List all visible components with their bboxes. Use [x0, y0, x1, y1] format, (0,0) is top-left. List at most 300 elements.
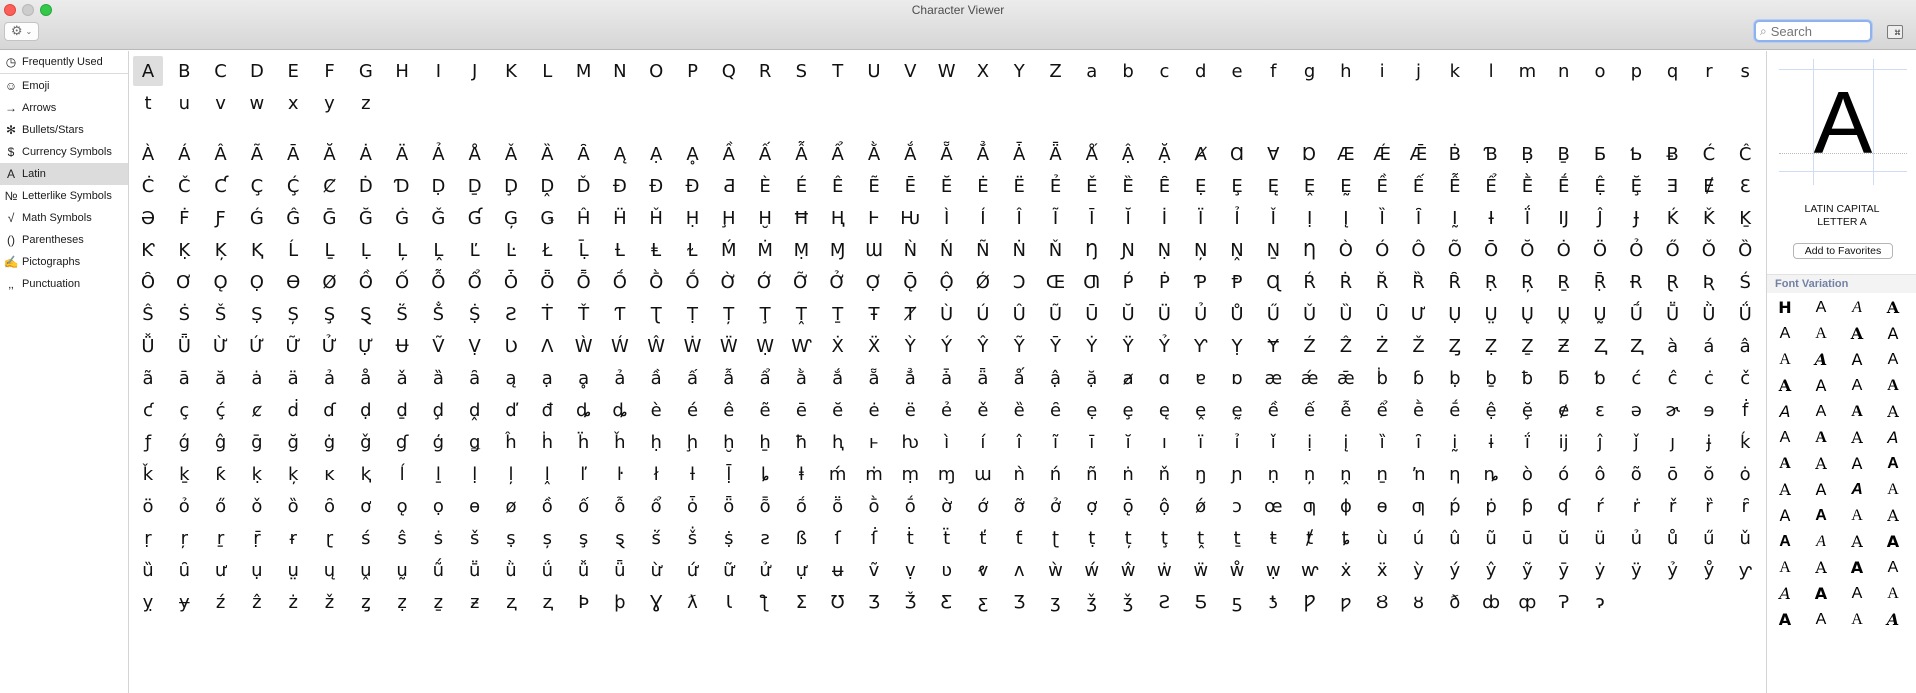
character-cell[interactable]: Ḟ	[179, 207, 190, 229]
character-cell[interactable]: Ṹ	[1629, 303, 1643, 325]
character-cell[interactable]: ȳ	[1558, 559, 1570, 581]
font-variation-cell[interactable]: A	[1816, 533, 1826, 550]
character-cell[interactable]: ö	[142, 495, 154, 517]
character-cell[interactable]: ṃ	[901, 463, 920, 485]
font-variation-cell[interactable]: A	[1779, 351, 1791, 368]
character-cell[interactable]: ẫ	[723, 367, 735, 389]
character-cell[interactable]: Ẉ	[756, 335, 774, 357]
character-cell[interactable]: ⱥ	[1122, 367, 1134, 389]
character-cell[interactable]: Ḳ	[178, 239, 191, 261]
character-cell[interactable]: Ų	[1520, 303, 1534, 325]
font-variation-cell[interactable]: A	[1779, 480, 1791, 499]
character-cell[interactable]: Ǖ	[177, 335, 191, 357]
character-cell[interactable]: Ǧ	[431, 207, 446, 229]
character-cell[interactable]: ƅ	[1594, 367, 1606, 389]
character-cell[interactable]: ȇ	[1049, 399, 1062, 421]
character-cell[interactable]: Ʒ	[868, 591, 880, 613]
character-cell[interactable]: ẋ	[1340, 559, 1352, 581]
font-variation-cell[interactable]: A	[1815, 480, 1827, 499]
character-cell[interactable]: ž	[324, 591, 335, 613]
character-cell[interactable]: Ľ	[469, 239, 480, 261]
character-cell[interactable]: ƃ	[1557, 367, 1570, 389]
character-cell[interactable]: r	[1705, 60, 1713, 82]
character-cell[interactable]: ƀ	[1521, 367, 1534, 389]
character-cell[interactable]: Ƴ	[1193, 335, 1208, 357]
character-cell[interactable]: ḧ	[577, 431, 590, 453]
search-field[interactable]	[1754, 20, 1872, 42]
character-cell[interactable]: Ǘ	[1738, 303, 1752, 325]
character-cell[interactable]: ⱴ	[977, 559, 989, 581]
character-cell[interactable]: ç	[179, 399, 190, 421]
character-cell[interactable]: Ấ	[758, 143, 772, 165]
character-cell[interactable]: Ã	[250, 143, 264, 165]
character-cell[interactable]: ǖ	[614, 559, 626, 581]
character-cell[interactable]: ặ	[1086, 367, 1098, 389]
character-cell[interactable]: Ữ	[285, 335, 301, 357]
character-cell[interactable]: ṿ	[904, 559, 916, 581]
character-cell[interactable]: ŗ	[180, 527, 188, 549]
character-cell[interactable]: l	[1488, 60, 1494, 82]
character-cell[interactable]: ə	[1630, 399, 1642, 421]
character-cell[interactable]: ȼ	[251, 399, 262, 421]
character-cell[interactable]: ǧ	[360, 431, 372, 453]
character-cell[interactable]: o	[1594, 60, 1606, 82]
character-cell[interactable]: ǒ	[251, 495, 263, 517]
character-cell[interactable]: Ḓ	[540, 175, 555, 197]
character-cell[interactable]: ṇ	[1267, 463, 1279, 485]
character-cell[interactable]: ñ	[1086, 463, 1098, 485]
font-variation-cell[interactable]: A	[1779, 325, 1791, 342]
character-cell[interactable]: í	[980, 431, 986, 453]
character-cell[interactable]: ƛ	[687, 591, 698, 613]
character-cell[interactable]: Ȭ	[576, 271, 591, 293]
font-variation-cell[interactable]: A	[1887, 559, 1899, 576]
character-cell[interactable]: Ⱥ	[1194, 143, 1207, 165]
character-cell[interactable]: Ŝ	[142, 303, 154, 325]
character-cell[interactable]: Ʀ	[1702, 271, 1716, 293]
character-cell[interactable]: ĳ	[1558, 431, 1569, 453]
character-cell[interactable]: q	[1666, 60, 1679, 82]
character-cell[interactable]: K	[505, 60, 517, 82]
character-cell[interactable]: ɵ	[469, 495, 481, 517]
character-cell[interactable]: ň	[1158, 463, 1171, 485]
character-cell[interactable]: Ỹ	[1013, 335, 1025, 357]
font-variation-cell[interactable]: A	[1779, 402, 1791, 421]
character-cell[interactable]: Ƙ	[141, 239, 155, 261]
character-cell[interactable]: ĩ	[1052, 431, 1058, 453]
character-cell[interactable]: Ʃ	[795, 591, 808, 613]
character-cell[interactable]: Ɯ	[865, 239, 883, 261]
character-cell[interactable]: Û	[1012, 303, 1026, 325]
character-cell[interactable]: ƙ	[215, 463, 226, 485]
character-cell[interactable]: Ệ	[1594, 175, 1606, 197]
character-cell[interactable]: ẅ	[1193, 559, 1209, 581]
character-cell[interactable]: ậ	[1049, 367, 1062, 389]
character-cell[interactable]: Ɣ	[650, 591, 663, 613]
character-cell[interactable]: Ⱦ	[904, 303, 916, 325]
character-cell[interactable]: Ḫ	[758, 207, 772, 229]
character-cell[interactable]: ɠ	[395, 431, 409, 453]
character-cell[interactable]: Ỗ	[431, 271, 446, 293]
character-cell[interactable]: ằ	[795, 367, 807, 389]
character-cell[interactable]: n	[1557, 60, 1570, 82]
font-variation-cell[interactable]: A	[1815, 299, 1827, 316]
character-cell[interactable]: ƈ	[143, 399, 153, 421]
character-cell[interactable]: ứ	[686, 559, 699, 581]
character-cell[interactable]: Ṑ	[649, 271, 664, 293]
character-cell[interactable]: Ď	[576, 175, 591, 197]
character-cell[interactable]: Ỵ	[1231, 335, 1243, 357]
character-cell[interactable]: ĭ	[1125, 431, 1131, 453]
character-cell[interactable]: ƭ	[1015, 527, 1023, 549]
character-cell[interactable]: ĺ	[399, 463, 405, 485]
character-cell[interactable]: Ǟ	[1049, 143, 1062, 165]
character-cell[interactable]: ⱨ	[831, 431, 844, 453]
character-cell[interactable]: Ẓ	[1484, 335, 1498, 357]
character-cell[interactable]: ḕ	[1412, 399, 1425, 421]
character-cell[interactable]: ȏ	[323, 495, 335, 517]
character-cell[interactable]: þ	[614, 591, 626, 613]
character-cell[interactable]: ɛ	[1595, 399, 1605, 421]
character-cell[interactable]: Ĳ	[1558, 207, 1569, 229]
character-cell[interactable]: ị	[1307, 431, 1313, 453]
character-cell[interactable]: Ɔ	[1012, 271, 1026, 293]
character-cell[interactable]: C	[214, 60, 227, 82]
character-cell[interactable]: Ṷ	[1557, 303, 1571, 325]
character-cell[interactable]: Ɫ	[687, 239, 698, 261]
character-cell[interactable]: ŕ	[1596, 495, 1604, 517]
character-cell[interactable]: ń	[1049, 463, 1062, 485]
character-cell[interactable]: Ṙ	[1339, 271, 1353, 293]
character-cell[interactable]: Ģ	[504, 207, 518, 229]
character-cell[interactable]: R	[758, 60, 772, 82]
character-cell[interactable]: Ǝ	[1666, 175, 1679, 197]
character-cell[interactable]: Ŷ	[977, 335, 989, 357]
character-cell[interactable]: Ủ	[1194, 303, 1208, 325]
character-cell[interactable]: ḃ	[1376, 367, 1388, 389]
character-cell[interactable]: Ɲ	[1121, 239, 1135, 261]
font-variation-cell[interactable]: A	[1815, 558, 1827, 577]
character-cell[interactable]: v	[215, 92, 226, 114]
character-cell[interactable]: ộ	[1158, 495, 1170, 517]
character-cell[interactable]: Ř	[1375, 271, 1389, 293]
character-cell[interactable]: Ḭ	[1452, 207, 1458, 229]
font-variation-cell[interactable]: A	[1887, 402, 1899, 421]
character-cell[interactable]: Š	[214, 303, 227, 325]
character-cell[interactable]: ß	[795, 527, 808, 549]
character-cell[interactable]: ʌ	[1013, 559, 1025, 581]
character-cell[interactable]: ṷ	[360, 559, 372, 581]
character-cell[interactable]: ȑ	[1705, 495, 1713, 517]
character-cell[interactable]: ⱬ	[506, 591, 516, 613]
character-cell[interactable]: ȹ	[1518, 591, 1537, 613]
character-cell[interactable]: ƚ	[689, 463, 695, 485]
character-cell[interactable]: Ç	[250, 175, 264, 197]
character-cell[interactable]: ȿ	[615, 527, 625, 549]
character-cell[interactable]: Ò	[1338, 239, 1353, 261]
character-cell[interactable]: Ȋ	[1415, 207, 1422, 229]
character-cell[interactable]: Ư	[1410, 303, 1427, 325]
character-cell[interactable]: ů	[1666, 527, 1679, 549]
character-cell[interactable]: Ȯ	[1556, 239, 1571, 261]
character-cell[interactable]: ɔ	[1232, 495, 1242, 517]
character-cell[interactable]: ę	[1158, 399, 1170, 421]
character-cell[interactable]: ṵ	[396, 559, 408, 581]
font-variation-cell[interactable]: A	[1779, 455, 1791, 472]
character-cell[interactable]: Ậ	[1121, 143, 1135, 165]
character-cell[interactable]: ŧ	[1269, 527, 1277, 549]
character-cell[interactable]: ḅ	[1449, 367, 1461, 389]
character-cell[interactable]: ĵ	[1597, 431, 1603, 453]
character-cell[interactable]: ḉ	[215, 399, 226, 421]
character-cell[interactable]: Ï	[1198, 207, 1204, 229]
character-cell[interactable]: Ē	[904, 175, 916, 197]
character-cell[interactable]: Ā	[287, 143, 300, 165]
character-cell[interactable]: ɑ	[1158, 367, 1171, 389]
sidebar-item-pictographs[interactable]	[0, 251, 128, 273]
character-cell[interactable]: Ḽ	[433, 239, 444, 261]
character-cell[interactable]: ĸ	[324, 463, 335, 485]
character-cell[interactable]: Ȓ	[1448, 271, 1462, 293]
character-cell[interactable]: ȋ	[1415, 431, 1421, 453]
character-cell[interactable]: Ằ	[867, 143, 881, 165]
sidebar-item-latin[interactable]	[0, 163, 128, 185]
character-cell[interactable]: ć	[1631, 367, 1642, 389]
character-cell[interactable]: ƾ	[1268, 591, 1278, 613]
character-cell[interactable]: D	[249, 60, 264, 82]
character-cell[interactable]: ã	[142, 367, 154, 389]
character-cell[interactable]: ṳ	[287, 559, 299, 581]
font-variation-cell[interactable]: A	[1851, 428, 1863, 447]
character-cell[interactable]: ǎ	[396, 367, 408, 389]
character-cell[interactable]: ǿ	[1195, 495, 1207, 517]
character-cell[interactable]: ī	[1089, 431, 1095, 453]
character-cell[interactable]: ự	[795, 559, 808, 581]
character-cell[interactable]: ŝ	[397, 527, 407, 549]
character-cell[interactable]: ċ	[1703, 367, 1714, 389]
character-cell[interactable]: ẽ	[759, 399, 771, 421]
character-cell[interactable]: Ž	[1412, 335, 1425, 357]
character-cell[interactable]: Ü	[1157, 303, 1171, 325]
character-cell[interactable]: Ô	[1411, 239, 1426, 261]
character-cell[interactable]: ǔ	[1739, 527, 1751, 549]
character-cell[interactable]: Ÿ	[1122, 335, 1134, 357]
character-cell[interactable]: ű	[1703, 527, 1715, 549]
font-variation-cell[interactable]: A	[1886, 610, 1900, 629]
font-variation-cell[interactable]: A	[1815, 403, 1827, 420]
character-cell[interactable]: Ǥ	[540, 207, 555, 229]
character-cell[interactable]: Ẻ	[1049, 175, 1062, 197]
character-cell[interactable]: ȷ	[1670, 431, 1676, 453]
character-cell[interactable]: Č	[178, 175, 191, 197]
character-cell[interactable]: Ⱶ	[868, 207, 880, 229]
character-cell[interactable]: H	[395, 60, 409, 82]
character-cell[interactable]: ṗ	[1485, 495, 1497, 517]
character-cell[interactable]: š	[469, 527, 480, 549]
character-cell[interactable]: Ả	[432, 143, 445, 165]
character-cell[interactable]: œ	[1264, 495, 1283, 517]
character-cell[interactable]: ḏ	[396, 399, 408, 421]
character-cell[interactable]: ȣ	[1413, 591, 1424, 613]
font-variation-cell[interactable]: A	[1886, 532, 1900, 551]
character-cell[interactable]: ȥ	[361, 591, 371, 613]
character-cell[interactable]: ợ	[1086, 495, 1098, 517]
character-cell[interactable]: Ṵ	[1593, 303, 1607, 325]
character-cell[interactable]: Ĕ	[940, 175, 953, 197]
character-cell[interactable]: e	[1231, 60, 1243, 82]
character-cell[interactable]: k	[1449, 60, 1461, 82]
character-cell[interactable]: Ể	[1485, 175, 1497, 197]
character-cell[interactable]: ƪ	[762, 591, 769, 613]
character-cell[interactable]: ẻ	[941, 399, 953, 421]
character-cell[interactable]: Ŵ	[647, 335, 666, 357]
character-cell[interactable]: ễ	[1340, 399, 1352, 421]
character-cell[interactable]: ō	[1667, 463, 1679, 485]
character-cell[interactable]: ḍ	[360, 399, 372, 421]
character-cell[interactable]: ⱶ	[868, 431, 880, 453]
character-cell[interactable]: Â	[214, 143, 227, 165]
character-cell[interactable]: I	[435, 60, 442, 82]
character-cell[interactable]: Ƿ	[1303, 591, 1316, 613]
character-cell[interactable]: Ś	[1739, 271, 1751, 293]
sidebar-item-arrows[interactable]	[0, 97, 128, 119]
character-cell[interactable]: Ȼ	[323, 175, 336, 197]
character-cell[interactable]: Ƌ	[722, 175, 735, 197]
character-cell[interactable]: Ǎ	[504, 143, 518, 165]
character-cell[interactable]: ħ	[795, 431, 808, 453]
character-cell[interactable]: ţ	[1160, 527, 1168, 549]
character-cell[interactable]: ḙ	[1195, 399, 1207, 421]
character-cell[interactable]: Ň	[1048, 239, 1063, 261]
character-cell[interactable]: Ű	[1266, 303, 1280, 325]
character-cell[interactable]: ɂ	[1595, 591, 1605, 613]
character-cell[interactable]: ĝ	[214, 431, 227, 453]
character-cell[interactable]: ɲ	[1231, 463, 1243, 485]
font-variation-cell[interactable]: A	[1887, 324, 1899, 343]
character-cell[interactable]: ū	[1521, 527, 1534, 549]
character-cell[interactable]: Ņ	[1193, 239, 1208, 261]
character-cell[interactable]: Ə	[140, 207, 156, 229]
character-cell[interactable]: ǚ	[577, 559, 590, 581]
character-cell[interactable]: ŀ	[616, 463, 623, 485]
character-cell[interactable]: Ʒ	[1013, 591, 1026, 613]
character-cell[interactable]: Í	[980, 207, 986, 229]
character-cell[interactable]: Ȧ	[359, 143, 372, 165]
character-cell[interactable]: Ș	[287, 303, 299, 325]
character-cell[interactable]: ě	[977, 399, 989, 421]
character-cell[interactable]: ɇ	[1558, 399, 1570, 421]
character-cell[interactable]: Ồ	[358, 271, 373, 293]
character-cell[interactable]: ŷ	[1485, 559, 1497, 581]
character-cell[interactable]: ủ	[1630, 527, 1642, 549]
character-cell[interactable]: ȓ	[1741, 495, 1749, 517]
character-cell[interactable]: å	[360, 367, 372, 389]
character-cell[interactable]: ł	[653, 463, 659, 485]
character-cell[interactable]: ḓ	[468, 399, 481, 421]
character-cell[interactable]: Ề	[1376, 175, 1388, 197]
character-cell[interactable]: Ẵ	[940, 143, 953, 165]
character-cell[interactable]: ǹ	[1013, 463, 1025, 485]
character-cell[interactable]: ȴ	[760, 463, 770, 485]
character-cell[interactable]: Ȟ	[649, 207, 663, 229]
character-cell[interactable]: Q	[721, 60, 736, 82]
character-cell[interactable]: õ	[1630, 463, 1642, 485]
character-cell[interactable]: ṯ	[1233, 527, 1241, 549]
character-cell[interactable]: ṥ	[651, 527, 661, 549]
sidebar-item-parentheses[interactable]	[0, 229, 128, 251]
character-cell[interactable]: ề	[1267, 399, 1279, 421]
character-cell[interactable]: ỹ	[1522, 559, 1533, 581]
character-cell[interactable]: Ộ	[939, 271, 954, 293]
character-cell[interactable]: ⱦ	[1306, 527, 1314, 549]
character-cell[interactable]: Ṝ	[1593, 271, 1607, 293]
character-cell[interactable]: Ƒ	[215, 207, 226, 229]
character-cell[interactable]: Ţ	[759, 303, 771, 325]
character-cell[interactable]: h	[1340, 60, 1352, 82]
character-cell[interactable]: Þ	[578, 591, 590, 613]
character-cell[interactable]: ḳ	[251, 463, 263, 485]
character-cell[interactable]: ṭ	[1088, 527, 1096, 549]
character-cell[interactable]: Ʊ	[830, 591, 845, 613]
character-cell[interactable]: Ḧ	[613, 207, 627, 229]
character-cell[interactable]: Ỳ	[904, 335, 916, 357]
character-cell[interactable]: ê	[723, 399, 735, 421]
character-cell[interactable]: ɒ	[1231, 367, 1243, 389]
character-cell[interactable]: Y	[1013, 60, 1025, 82]
character-cell[interactable]: ɱ	[937, 463, 956, 485]
character-cell[interactable]: Ạ	[650, 143, 663, 165]
character-cell[interactable]: ï	[1198, 431, 1204, 453]
character-cell[interactable]: Ṣ	[251, 303, 263, 325]
character-cell[interactable]: Ȳ	[1050, 335, 1061, 357]
character-cell[interactable]: M	[575, 60, 592, 82]
character-cell[interactable]: Ḏ	[467, 175, 482, 197]
character-cell[interactable]: Ƚ	[614, 239, 625, 261]
sidebar-item-punctuation[interactable]	[0, 273, 128, 295]
character-cell[interactable]: Ḙ	[1303, 175, 1316, 197]
character-cell[interactable]: Ṿ	[468, 335, 481, 357]
action-menu-button[interactable]	[4, 22, 39, 41]
character-cell[interactable]: Ɱ	[829, 239, 846, 261]
character-cell[interactable]: Ȥ	[1448, 335, 1461, 357]
character-cell[interactable]: ı	[1161, 431, 1167, 453]
character-cell[interactable]: Ḹ	[578, 239, 589, 261]
character-cell[interactable]: ḟ	[1742, 399, 1749, 421]
character-cell[interactable]: ẓ	[397, 591, 407, 613]
character-cell[interactable]: Ⱬ	[1593, 335, 1607, 357]
character-cell[interactable]: Ŭ	[1121, 303, 1135, 325]
character-cell[interactable]: ȭ	[759, 495, 771, 517]
character-cell[interactable]: Ự	[358, 335, 374, 357]
character-cell[interactable]: ẇ	[1157, 559, 1172, 581]
character-cell[interactable]: Ŗ	[1521, 271, 1534, 293]
character-cell[interactable]: ẖ	[759, 431, 771, 453]
font-variation-cell[interactable]: A	[1815, 507, 1827, 524]
character-cell[interactable]: Ɓ	[1484, 143, 1498, 165]
character-cell[interactable]: ȍ	[287, 495, 299, 517]
character-cell[interactable]: ȁ	[432, 367, 444, 389]
character-cell[interactable]: t	[144, 92, 152, 114]
character-cell[interactable]: Ǩ	[1702, 207, 1715, 229]
character-cell[interactable]: ȵ	[1483, 463, 1499, 485]
character-cell[interactable]: ɉ	[1706, 431, 1712, 453]
character-cell[interactable]: ſ	[834, 527, 841, 549]
character-cell[interactable]: ʒ	[1050, 591, 1061, 613]
character-cell[interactable]: Ŀ	[505, 239, 517, 261]
add-to-favorites-button[interactable]: Add to Favorites	[1793, 243, 1893, 259]
font-variation-cell[interactable]: A	[1887, 585, 1899, 602]
character-cell[interactable]: ġ	[323, 431, 336, 453]
